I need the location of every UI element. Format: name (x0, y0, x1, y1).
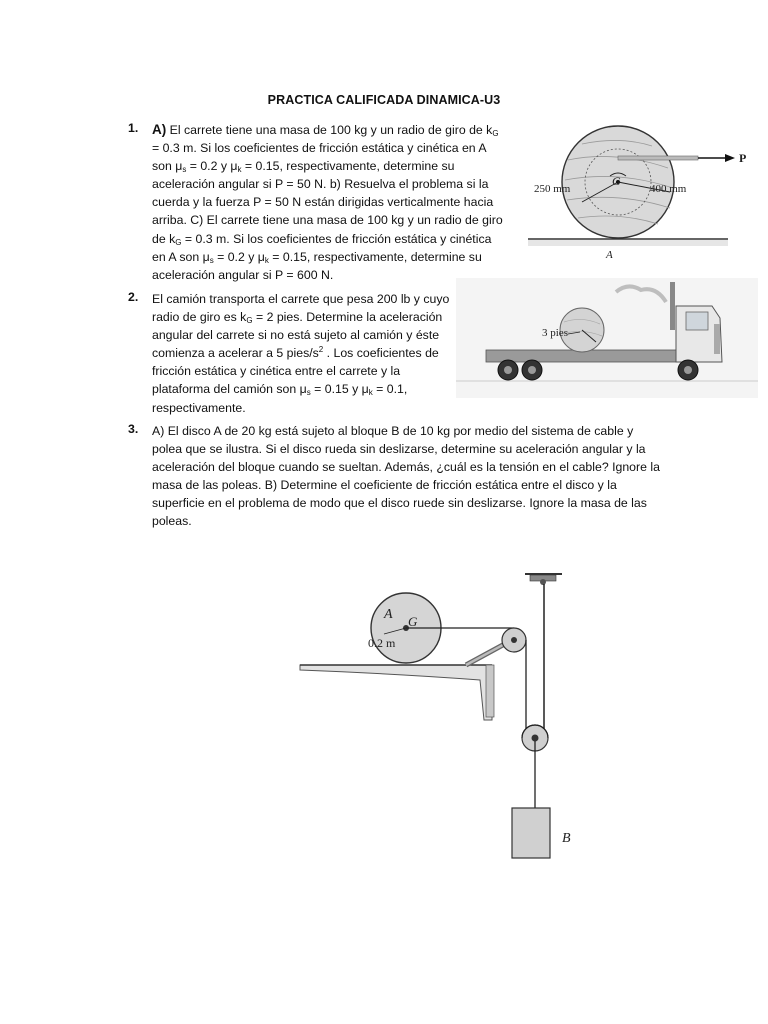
ground-shade (528, 240, 728, 246)
spool-figure (520, 130, 760, 265)
outer-radius-label: 400 mm (650, 183, 687, 195)
truck-grille (714, 324, 720, 354)
problem-1-text: A) El carrete tiene una masa de 100 kg y un radio de giro de $k_G = 0.3$ m. Si los coeficientes de fricción estática y cinética en A son $\mu_s = 0.2$ y $\mu_k = 0.15$, respectivamente, determine su aceleración angular si P = 50 N. b) Resuelva el problema si la cuerda y la fuerza P = 50 N están dirigidas verticalmente hacia arriba. C) El carrete tiene una masa de 100 kg y un radio de giro de $k_G = 0.3$ m. Si los coeficientes de fricción estática y cinética en A son $\mu_s = 0.2$ y $\mu_k = 0.15$, respectivamente, determine su aceleración angular si P = 600 N. (152, 122, 503, 282)
force-arrow-icon (725, 154, 735, 162)
force-label: P (739, 151, 747, 165)
disk-radius-label: 0.2 m (368, 636, 396, 650)
page-title: PRACTICA CALIFICADA DINAMICA-U3 (267, 93, 501, 107)
cab-window (686, 312, 708, 330)
truck-spool-radius-label: 3 pies (542, 327, 568, 339)
problem-2-number: 2. (128, 290, 139, 304)
problem-1-number: 1. (128, 121, 139, 135)
inner-radius-label: 250 mm (534, 183, 571, 195)
ceiling-support (525, 574, 562, 585)
problem-3-text: A) El disco A de 20 kg está sujeto al bloque B de 10 kg por medio del sistema de cable y polea que se ilustra. Si el disco rueda sin deslizarse, determine su aceleración angular y la aceleración del bloque cuando se sueltan. Además, ¿cuál es la tensión en el cable? Ignore la masa de las poleas. B) Determine el coeficiente de fricción estática entre el disco y la superficie en el problema de modo que el disco ruede sin deslizarse. Ignore la masa de las poleas. (152, 424, 660, 529)
disk-center-label: G (408, 614, 418, 629)
problem-2-text: El camión transporta el carrete que pesa 200 lb y cuyo radio de giro es $k_G = 2$ pies. Determine la aceleración angular del carrete si no está sujeto al camión y éste comienza a acelerar a 5 pies/$s^2$ . Los coeficientes de fricción estática y cinética entre el carrete y la plataforma del camión son $\mu_s = 0.15$ y $\mu_k = 0.1$, respectivamente. (152, 292, 450, 415)
problem-3-number: 3. (128, 422, 139, 436)
disk-label: A (384, 607, 393, 622)
spool-center-label: G (612, 174, 621, 188)
truck-figure (456, 278, 758, 398)
spool-cord (618, 156, 698, 160)
contact-point-label: A (606, 249, 613, 261)
corner-pulley (466, 628, 526, 665)
block-label: B (562, 831, 571, 846)
pulley-figure (300, 570, 590, 860)
table-surface (300, 665, 494, 720)
block-b (512, 808, 550, 858)
exhaust-pipe (670, 282, 675, 330)
problem-1-part-a-label: A) (152, 122, 167, 137)
